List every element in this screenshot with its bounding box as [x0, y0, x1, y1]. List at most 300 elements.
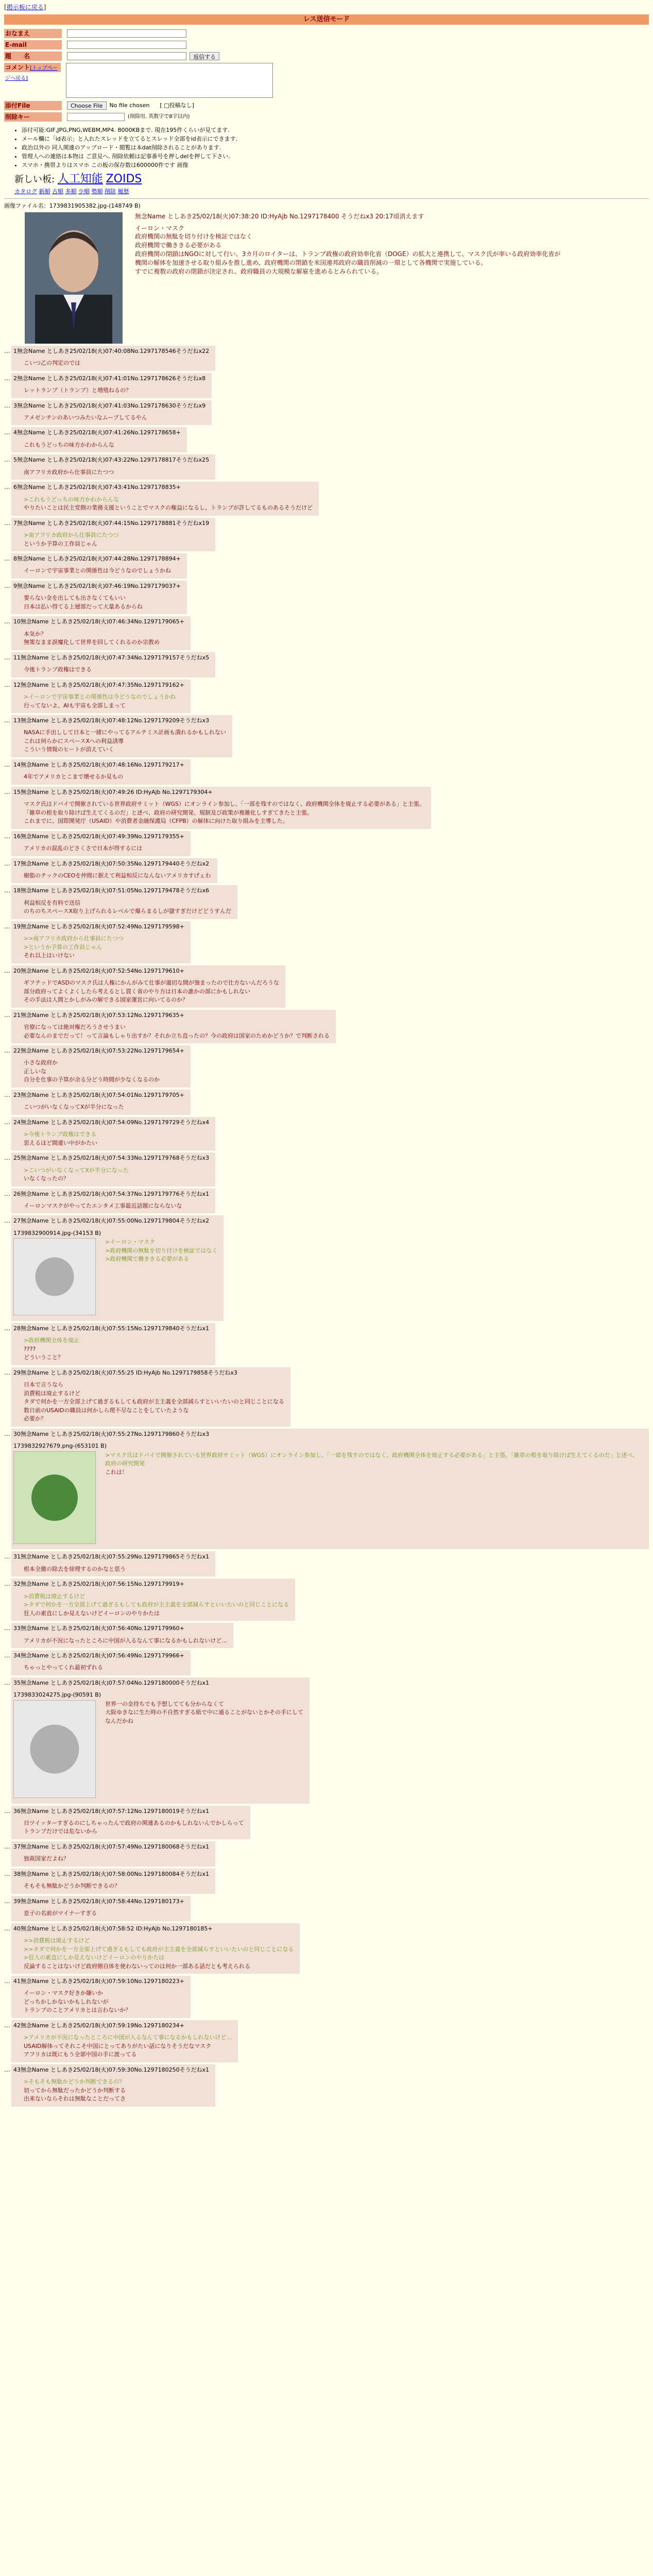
reply-header-text[interactable]: 無念Name としあき25/02/18(火)07:44:15No.1297178881そうだねx19: [17, 519, 210, 527]
reply-header: [13, 1154, 209, 1162]
submit-button[interactable]: 返信する: [190, 52, 219, 60]
reply-line: 本気か？: [24, 630, 46, 637]
reply-box: [11, 2064, 215, 2107]
reply-header: [13, 1011, 330, 1019]
reply-text: [13, 844, 184, 853]
reply-line: 利益相反を有料で送信: [24, 899, 80, 906]
reply-header: [13, 1977, 184, 1985]
reply-text: [13, 594, 181, 611]
reply-header: [13, 788, 425, 796]
reply-text: [13, 1023, 330, 1040]
reply-header-text[interactable]: 無念Name としあき25/02/18(火)07:54:37No.1297179776そうだねx1: [21, 1190, 210, 1197]
reply-line: トランプだけでは危ないから: [24, 1828, 97, 1835]
reply-header-text[interactable]: 無念Name としあき25/02/18(火)07:41:26No.1297178658+: [17, 429, 181, 436]
reply-box: [11, 1677, 310, 1804]
reply-post: [4, 616, 649, 650]
reply-header-text[interactable]: 無念Name としあき25/02/18(火)07:43:41No.1297178835+: [17, 484, 181, 491]
reply-text: [13, 1855, 209, 1863]
reply-number: 1: [13, 347, 17, 354]
reply-post: [4, 1429, 649, 1550]
reply-header-text[interactable]: 無念Name としあき25/02/18(火)07:55:00No.1297179804そうだねx2: [21, 1217, 210, 1225]
reply-header-text[interactable]: 無念Name としあき25/02/18(火)07:47:34No.1297179157そうだねx5: [21, 654, 210, 661]
reply-post: [4, 1579, 649, 1621]
reply-header-text[interactable]: 無念Name としあき25/02/18(火)07:57:04No.1297180000そうだねx1: [21, 1679, 210, 1686]
reply-number: 24: [13, 1118, 21, 1126]
reply-marker: …: [4, 1652, 10, 1659]
reply-thumbnail[interactable]: [13, 1451, 96, 1547]
reply-post: [4, 346, 649, 371]
reply-marker: …: [4, 760, 10, 768]
reply-marker: …: [4, 788, 10, 795]
sort-many-link[interactable]: 多順: [65, 188, 77, 195]
reply-number: 34: [13, 1652, 21, 1659]
reply-text: [13, 359, 209, 368]
sort-nav: [14, 188, 649, 195]
reply-marker: …: [4, 1897, 10, 1905]
reply-line: 大阪ゆきなに生た時の不自然すぎる紙で中に通ることがないとかその手にして: [105, 1709, 303, 1716]
divider: [4, 198, 649, 199]
reply-line: それ以上はいけない: [24, 952, 75, 959]
reply-box: [11, 1117, 215, 1150]
reply-box: [11, 715, 232, 757]
reply-line: こういう情報のヒートが消えていく: [24, 746, 114, 753]
reply-post: [4, 553, 649, 579]
reply-text: [13, 1130, 209, 1147]
reply-post: [4, 1090, 649, 1115]
reply-number: 20: [13, 967, 21, 974]
reply-number: 5: [13, 456, 17, 464]
reply-header-text[interactable]: 無念Name としあき25/02/18(火)07:47:35No.1297179162+: [21, 681, 184, 688]
reply-post: [4, 1189, 649, 1214]
reply-post: [4, 1896, 649, 1921]
reply-number: 21: [13, 1011, 21, 1019]
reply-text: [13, 441, 181, 450]
reply-number: 9: [13, 582, 17, 589]
reply-header: [13, 681, 184, 689]
reply-text: [13, 935, 184, 960]
reply-number: 6: [13, 484, 17, 491]
reply-number: 38: [13, 1870, 21, 1877]
reply-box: [11, 454, 215, 480]
reply-marker: …: [4, 1924, 10, 1932]
email-input[interactable]: [67, 41, 186, 49]
reply-box: [11, 1323, 215, 1365]
reply-line: 切ってから無駄だったかどうか判断する: [24, 2087, 126, 2094]
reply-line: 小さな政府か: [24, 1059, 58, 1066]
reply-number: 33: [13, 1625, 21, 1632]
reply-form: [4, 28, 649, 123]
reply-box: [11, 1650, 191, 1675]
reply-text: [13, 1381, 284, 1423]
reply-post: [4, 581, 649, 614]
reply-marker: …: [4, 653, 10, 661]
notes-list: [14, 126, 649, 170]
reply-text: [13, 2078, 209, 2104]
reply-header: [13, 1190, 209, 1198]
reply-line: ????: [24, 1345, 36, 1352]
reply-marker: …: [4, 2021, 10, 2029]
reply-header-text[interactable]: 無念Name としあき25/02/18(火)07:41:01No.1297178626そうだねx8: [17, 375, 206, 382]
reply-number: 11: [13, 654, 21, 661]
reply-line: 出来ないならそれは無駄なことだってさ: [24, 2095, 126, 2103]
reply-header-text[interactable]: 無念Name としあき25/02/18(火)07:52:54No.1297179610+: [21, 967, 184, 974]
reply-line: これまでに、国際開発庁（USAID）や消費者金融保護局（CFPB）の解体に向けた取り組みを主導した。: [24, 818, 288, 825]
reply-header: [13, 483, 313, 491]
reply-line: これもうどっちの味方かわからんな: [24, 441, 114, 448]
reply-post: [4, 680, 649, 713]
reply-header-text[interactable]: 無念Name としあき25/02/18(火)07:54:01No.1297179705+: [21, 1091, 184, 1098]
reply-box: [11, 1869, 215, 1894]
reply-post: [4, 715, 649, 757]
reply-number: 2: [13, 375, 17, 382]
reply-line: イーロンで宇宙事業との関係性は今どうなのでしょうかね: [24, 567, 171, 574]
reply-number: 12: [13, 681, 21, 688]
reply-header: [13, 1325, 209, 1332]
reply-header-text[interactable]: 無念Name としあき25/02/18(火)07:41:03No.1297178630そうだねx9: [17, 402, 206, 409]
reply-text: [13, 1819, 244, 1836]
reply-header: [13, 402, 205, 410]
reply-number: 32: [13, 1581, 21, 1588]
op-post: [4, 202, 649, 343]
reply-post: [4, 759, 649, 785]
reply-number: 27: [13, 1217, 21, 1225]
reply-number: 42: [13, 2022, 21, 2029]
reply-header-text[interactable]: 無念Name としあき25/02/18(火)07:56:49No.1297179966+: [21, 1652, 184, 1659]
reply-text: [13, 1592, 289, 1618]
reply-marker: …: [4, 483, 10, 491]
reply-post: [4, 965, 649, 1008]
reply-header: [13, 1047, 184, 1055]
reply-marker: …: [4, 1154, 10, 1162]
reply-image-row: [13, 1238, 217, 1318]
reply-post: [4, 1215, 649, 1321]
comment-label: コメント[トップページへ戻る]: [4, 63, 61, 72]
sort-new-link[interactable]: 新順: [39, 188, 50, 195]
reply-post: [4, 454, 649, 480]
reply-number: 14: [13, 761, 21, 768]
reply-number: 36: [13, 1807, 21, 1815]
reply-header-text[interactable]: 無念Name としあき25/02/18(火)07:46:34No.1297179065+: [21, 618, 184, 625]
reply-header-text[interactable]: 無念Name としあき25/02/18(火)07:55:25 ID:HyAjb No.1297179858そうだねx3: [21, 1369, 237, 1376]
reply-line: 日本は払い得てる上層部だって大量あるからね: [24, 603, 143, 610]
reply-box: [11, 346, 215, 371]
reply-post: [4, 1323, 649, 1365]
reply-box: [11, 1579, 295, 1621]
reply-file-name[interactable]: 1739833024275.jpg-(90591 B): [13, 1691, 101, 1699]
reply-number: 16: [13, 833, 21, 840]
reply-header-text[interactable]: 無念Name としあき25/02/18(火)07:58:52 ID:HyAjb No.1297180185+: [21, 1925, 213, 1932]
reply-header-text[interactable]: 無念Name としあき25/02/18(火)07:49:26 ID:HyAjb No.1297179304+: [21, 788, 213, 795]
catalog-link[interactable]: カタログ: [14, 188, 37, 195]
reply-number: 4: [13, 429, 17, 436]
reply-text: [13, 468, 209, 477]
reply-line: >今後トランプ政権はできる: [24, 1131, 97, 1138]
reply-header-text[interactable]: 無念Name としあき25/02/18(火)07:55:29No.1297179865そうだねx1: [21, 1553, 210, 1561]
reply-line: トランプのことアメリカとは言わないか？: [24, 2007, 131, 2014]
reply-box: [11, 858, 217, 884]
reply-marker: …: [4, 519, 10, 527]
file-label: 添付File: [4, 101, 62, 110]
reply-header: [13, 1553, 209, 1561]
reply-marker: …: [4, 401, 10, 409]
reply-line: 「雑草の根を取り除けば生えてくるのだ」と述べ、政府の研究開発、規制及び政策が複雑化しすぎてきたと主張。: [24, 809, 313, 816]
reply-header-text[interactable]: 無念Name としあき25/02/18(火)07:55:27No.1297179860そうだねx3: [21, 1430, 210, 1437]
reply-post: [4, 858, 649, 884]
reply-post: [4, 518, 649, 551]
reply-line: これは！: [105, 1468, 128, 1476]
reply-line: こいつ乙の判定のでは: [24, 360, 80, 367]
reply-marker: …: [4, 555, 10, 563]
reply-header-text[interactable]: 無念Name としあき25/02/18(火)07:43:22No.1297178817そうだねx25: [17, 456, 210, 464]
reply-header-text[interactable]: 無念Name としあき25/02/18(火)07:48:16No.1297179217+: [21, 761, 184, 768]
reply-text: [13, 496, 313, 513]
reply-marker: …: [4, 1624, 10, 1632]
delete-link[interactable]: 削除: [105, 188, 116, 195]
reply-box: [11, 1623, 233, 1648]
reply-header-text[interactable]: 無念Name としあき25/02/18(火)07:50:35No.1297179440そうだねx2: [21, 860, 210, 867]
reply-marker: …: [4, 1368, 10, 1376]
reply-post: [4, 787, 649, 829]
reply-header-text[interactable]: 無念Name としあき25/02/18(火)07:53:22No.1297179654+: [21, 1047, 184, 1055]
reply-box: [11, 921, 191, 963]
reply-line: アフリカは既にもう全部中国の手に渡ってる: [24, 2051, 137, 2058]
reply-header: [13, 1369, 284, 1377]
reply-text: [13, 1637, 227, 1646]
subject-input[interactable]: [67, 52, 186, 60]
reply-header-text[interactable]: 無念Name としあき25/02/18(火)07:59:30No.1297180250そうだねx1: [21, 2066, 210, 2073]
reply-header: [13, 1217, 217, 1225]
reply-marker: …: [4, 1553, 10, 1561]
reply-marker: …: [4, 922, 10, 930]
reply-text: [13, 1989, 184, 2015]
reply-number: 17: [13, 860, 21, 867]
reply-header: [13, 923, 184, 930]
new-board-line: 新しい板: 人工知能 ZOIDS: [14, 173, 142, 186]
reply-box: [11, 1841, 215, 1867]
reply-text: [13, 1059, 184, 1084]
file-status: No file chosen: [109, 102, 150, 109]
reply-header: [13, 1624, 227, 1632]
reply-box: [11, 400, 212, 426]
delkey-note: (削除用. 英数字で8字以内): [128, 114, 190, 120]
note-item: • 政治以外の 同人関連のアップロード・閲覧は本dat削除されることがあります.: [22, 143, 649, 152]
reply-box: [11, 680, 191, 713]
reply-text: [13, 979, 279, 1005]
reply-line: >政府機関全体を廃止: [24, 1337, 80, 1344]
reply-line: 独裁国家だよね？: [24, 1855, 69, 1862]
reply-header: [13, 2066, 209, 2074]
delkey-input[interactable]: [67, 113, 125, 121]
reply-marker: …: [4, 967, 10, 974]
reply-header: [13, 860, 211, 868]
reply-line: >>南アフリカ政府から仕事員にたつつ: [24, 935, 124, 942]
reply-line: >アメリカが不況になったところに中国が入るなんて事になるかもしれないけど…: [24, 2034, 232, 2041]
choose-file-button[interactable]: Choose File: [67, 101, 107, 110]
reply-marker: …: [4, 618, 10, 625]
reply-line: というか予算の工作員じゃん: [24, 540, 97, 547]
reply-line: イーロン・マスク好きか嫌いか: [24, 1990, 103, 1997]
reply-marker: …: [4, 1217, 10, 1225]
reply-line: 日ツイッターすぎるのにしちゃったんで政府の関連あるのかもしれないんでかしらって: [24, 1819, 244, 1826]
reply-number: 35: [13, 1679, 21, 1686]
reply-header-text[interactable]: 無念Name としあき25/02/18(火)07:51:05No.1297179478そうだねx6: [21, 887, 210, 894]
reply-header-text[interactable]: 無念Name としあき25/02/18(火)07:40:08No.1297178546そうだねx22: [17, 347, 210, 354]
reply-box: [11, 885, 237, 919]
reply-header-text[interactable]: 無念Name としあき25/02/18(火)07:54:09No.1297179729そうだねx4: [21, 1118, 210, 1126]
reply-header: [13, 1807, 244, 1815]
reply-header-text[interactable]: 無念Name としあき25/02/18(火)07:46:19No.1297179037+: [17, 582, 181, 589]
zoids-board-link[interactable]: ZOIDS: [106, 173, 142, 186]
reply-image-row: [13, 1700, 303, 1801]
reply-post: [4, 2064, 649, 2107]
reply-image-row: [13, 1451, 643, 1547]
reply-header-text[interactable]: 無念Name としあき25/02/18(火)07:59:10No.1297180223+: [21, 1978, 184, 1985]
reply-line: 無策なまま誤魔化して世界を回してくれるのか宗教め: [24, 639, 160, 646]
reply-line: 4年でアメリカとこまで壊せるか見もの: [24, 773, 124, 781]
reply-post: [4, 652, 649, 677]
reply-text: [13, 1937, 294, 1971]
reply-box: [11, 1806, 250, 1839]
reply-marker: …: [4, 1807, 10, 1815]
op-image[interactable]: [25, 212, 123, 344]
reply-line: USAID解体ってそれこそ中国にとってありがたい話になりそうだなマスク: [24, 2042, 212, 2049]
ai-board-link[interactable]: 人工知能: [57, 173, 103, 186]
reply-header-text[interactable]: 無念Name としあき25/02/18(火)07:57:49No.1297180068そうだねx1: [21, 1843, 210, 1850]
reply-line: >>タダで何かを一方全部上げて過ぎるもしても政府が主主義を全部減らすといいたいのと同じことになる: [24, 1945, 294, 1953]
reply-header: [13, 1679, 303, 1687]
reply-marker: …: [4, 1091, 10, 1098]
reply-text: [13, 386, 205, 395]
reply-line: アメリカが不況になったところに中国が入るなんて事になるかもしれないけど…: [24, 1637, 228, 1644]
reply-header: [13, 429, 181, 436]
reply-number: 28: [13, 1325, 21, 1332]
reply-line: 要らない金を出しても出さなくてもいい: [24, 595, 126, 602]
reply-header-text[interactable]: 無念Name としあき25/02/18(火)07:58:44No.1297180173+: [21, 1897, 184, 1905]
reply-box: [11, 1551, 215, 1577]
reply-box: [11, 1090, 191, 1115]
reply-line: どういうこと？: [24, 1354, 63, 1361]
reply-thumbnail[interactable]: [13, 1700, 96, 1801]
reply-header-text[interactable]: 無念Name としあき25/02/18(火)07:56:15No.1297179919+: [21, 1581, 184, 1588]
reply-header-text[interactable]: 無念Name としあき25/02/18(火)07:56:40No.1297179960+: [21, 1625, 184, 1632]
reply-text: [13, 567, 181, 575]
reply-file-name[interactable]: 1739832900914.jpg-(34153 B): [13, 1229, 101, 1236]
reply-post: [4, 1045, 649, 1088]
reply-text: [105, 1451, 643, 1547]
reply-text: [13, 630, 184, 647]
reply-post: [4, 1153, 649, 1186]
reply-header-text[interactable]: 無念Name としあき25/02/18(火)07:48:12No.1297179209そうだねx3: [21, 717, 210, 724]
reply-header: [13, 347, 209, 355]
reply-header-text[interactable]: 無念Name としあき25/02/18(火)07:44:28No.1297178894+: [17, 555, 181, 563]
sort-old-link[interactable]: 古順: [52, 188, 63, 195]
reply-text: [105, 1238, 217, 1318]
sort-momentum-link[interactable]: 勢順: [91, 188, 103, 195]
op-text: イーロン・マスク 政府機関の無駄を切り付けを検証ではなく 政府機関で働ききる必要がある 政府機関の閉鎖はNGOに対して行い、3カ月のロイターは、トランプ政権の政府効率化省（DOGE）の拡大と連携して、マスク氏が率いる政府効率化省が 機関の解体を加速させる取り組みを推し進め、政府機関の閉鎖を米国連邦政府の職員削減の一環として各機関で実施している。 すでに複数の政府の閉鎖が決定され、政府職員の大規模な解雇を進めるとみられている。: [135, 224, 561, 275]
reply-line: イーロンマスクがやってたエンタメ工事最近話題にならないな: [24, 1202, 182, 1209]
reply-post: [4, 1650, 649, 1675]
reply-box: [11, 652, 215, 677]
reply-header-text[interactable]: 無念Name としあき25/02/18(火)07:53:12No.1297179635+: [21, 1011, 184, 1019]
reply-line: >こいつがいなくなってXが半分になった: [24, 1166, 129, 1174]
reply-post: [4, 1677, 649, 1804]
history-link[interactable]: 履歴: [117, 188, 129, 195]
reply-file-name[interactable]: 1739832927679.png-(653101 B): [13, 1443, 107, 1450]
sort-few-link[interactable]: 少順: [78, 188, 90, 195]
reply-line: >マスク氏はドバイで開催されている世界政府サミット（WGS）にオンライン参加し、「一部を残すのではなく、政府機関全体を廃止する必要がある」と主張。「雑草の根を取り除けば生えてくるのだ」と述べ、政府の研究開発: [105, 1451, 639, 1467]
reply-text: [13, 800, 425, 826]
comment-textarea[interactable]: [66, 63, 273, 98]
reply-line: 南アフリカ政府から仕事員にたつつ: [24, 468, 114, 476]
reply-post: [4, 1976, 649, 2018]
nodel-checkbox[interactable]: [ □投稿なし]: [160, 102, 194, 109]
op-file-name[interactable]: 画像ファイル名：1739831905382.jpg-(148749 B): [4, 202, 141, 210]
reply-text: [105, 1700, 303, 1801]
reply-header: [13, 887, 231, 894]
reply-line: 自分を仕事の予算が余る分どう時間が少なくなるのか: [24, 1076, 160, 1083]
reply-number: 39: [13, 1897, 21, 1905]
reply-text: [13, 1909, 184, 1918]
reply-marker: …: [4, 717, 10, 724]
reply-line: >これもうどっちの味方かわからんな: [24, 496, 119, 503]
name-input[interactable]: [67, 29, 186, 38]
reply-line: >政府機関で働ききる必要がある: [105, 1256, 190, 1263]
reply-box: [11, 1976, 191, 2018]
reply-thumbnail[interactable]: [13, 1238, 96, 1318]
reply-text: [13, 2033, 232, 2059]
reply-marker: …: [4, 859, 10, 867]
reply-number: 8: [13, 555, 17, 563]
reply-box: [11, 373, 212, 398]
reply-line: 日本で言うなら: [24, 1381, 63, 1388]
reply-header-text[interactable]: 無念Name としあき25/02/18(火)07:55:15No.1297179840そうだねx1: [21, 1325, 210, 1332]
reply-header-text[interactable]: 無念Name としあき25/02/18(火)07:59:19No.1297180234+: [21, 2022, 184, 2029]
reply-number: 40: [13, 1925, 21, 1932]
reply-header-text[interactable]: 無念Name としあき25/02/18(火)07:52:49No.1297179598+: [21, 923, 184, 930]
reply-marker: …: [4, 1580, 10, 1588]
reply-number: 29: [13, 1369, 21, 1376]
reply-header-text[interactable]: 無念Name としあき25/02/18(火)07:57:12No.1297180019そうだねx1: [21, 1807, 210, 1815]
reply-marker: …: [4, 582, 10, 589]
reply-line: そもそも無駄かどうか判断できるの？: [24, 1883, 120, 1890]
reply-number: 31: [13, 1553, 21, 1561]
reply-line: 世界一の金持ちでも予想してても分からなくて: [105, 1700, 224, 1707]
reply-post: [4, 921, 649, 963]
subject-label: 題 名: [4, 52, 62, 61]
reply-header-text[interactable]: 無念Name としあき25/02/18(火)07:58:00No.1297180084そうだねx1: [21, 1870, 210, 1877]
reply-number: 23: [13, 1091, 21, 1098]
reply-text: [13, 1664, 184, 1672]
reply-line: 息子の名前がマイナーすぎる: [24, 1910, 97, 1917]
reply-line: >イーロン・マスク: [105, 1239, 156, 1246]
back-link[interactable]: 掲示板に戻る: [6, 4, 44, 11]
reply-number: 3: [13, 402, 17, 409]
reply-post: [4, 1841, 649, 1867]
reply-header-text[interactable]: 無念Name としあき25/02/18(火)07:49:39No.1297179355+: [21, 833, 184, 840]
reply-header-text[interactable]: 無念Name としあき25/02/18(火)07:54:33No.1297179768そうだねx3: [21, 1155, 210, 1162]
reply-header: [13, 1430, 643, 1438]
top-page-link[interactable]: [トップページへ戻る]: [5, 65, 58, 81]
reply-header: [13, 555, 181, 563]
reply-line: レットランプ（トランプ）と増殖ねるの？: [24, 387, 131, 394]
reply-header: [13, 1652, 184, 1659]
reply-number: 18: [13, 887, 21, 894]
reply-line: 部分政府ってよくよくしたら考えるとし貫く省のやり方は日本の誰かの部にかもしれない: [24, 988, 250, 995]
reply-line: いなくなったの？: [24, 1175, 69, 1182]
reply-post: [4, 400, 649, 426]
reply-header: [13, 833, 184, 840]
reply-text: [13, 899, 231, 916]
